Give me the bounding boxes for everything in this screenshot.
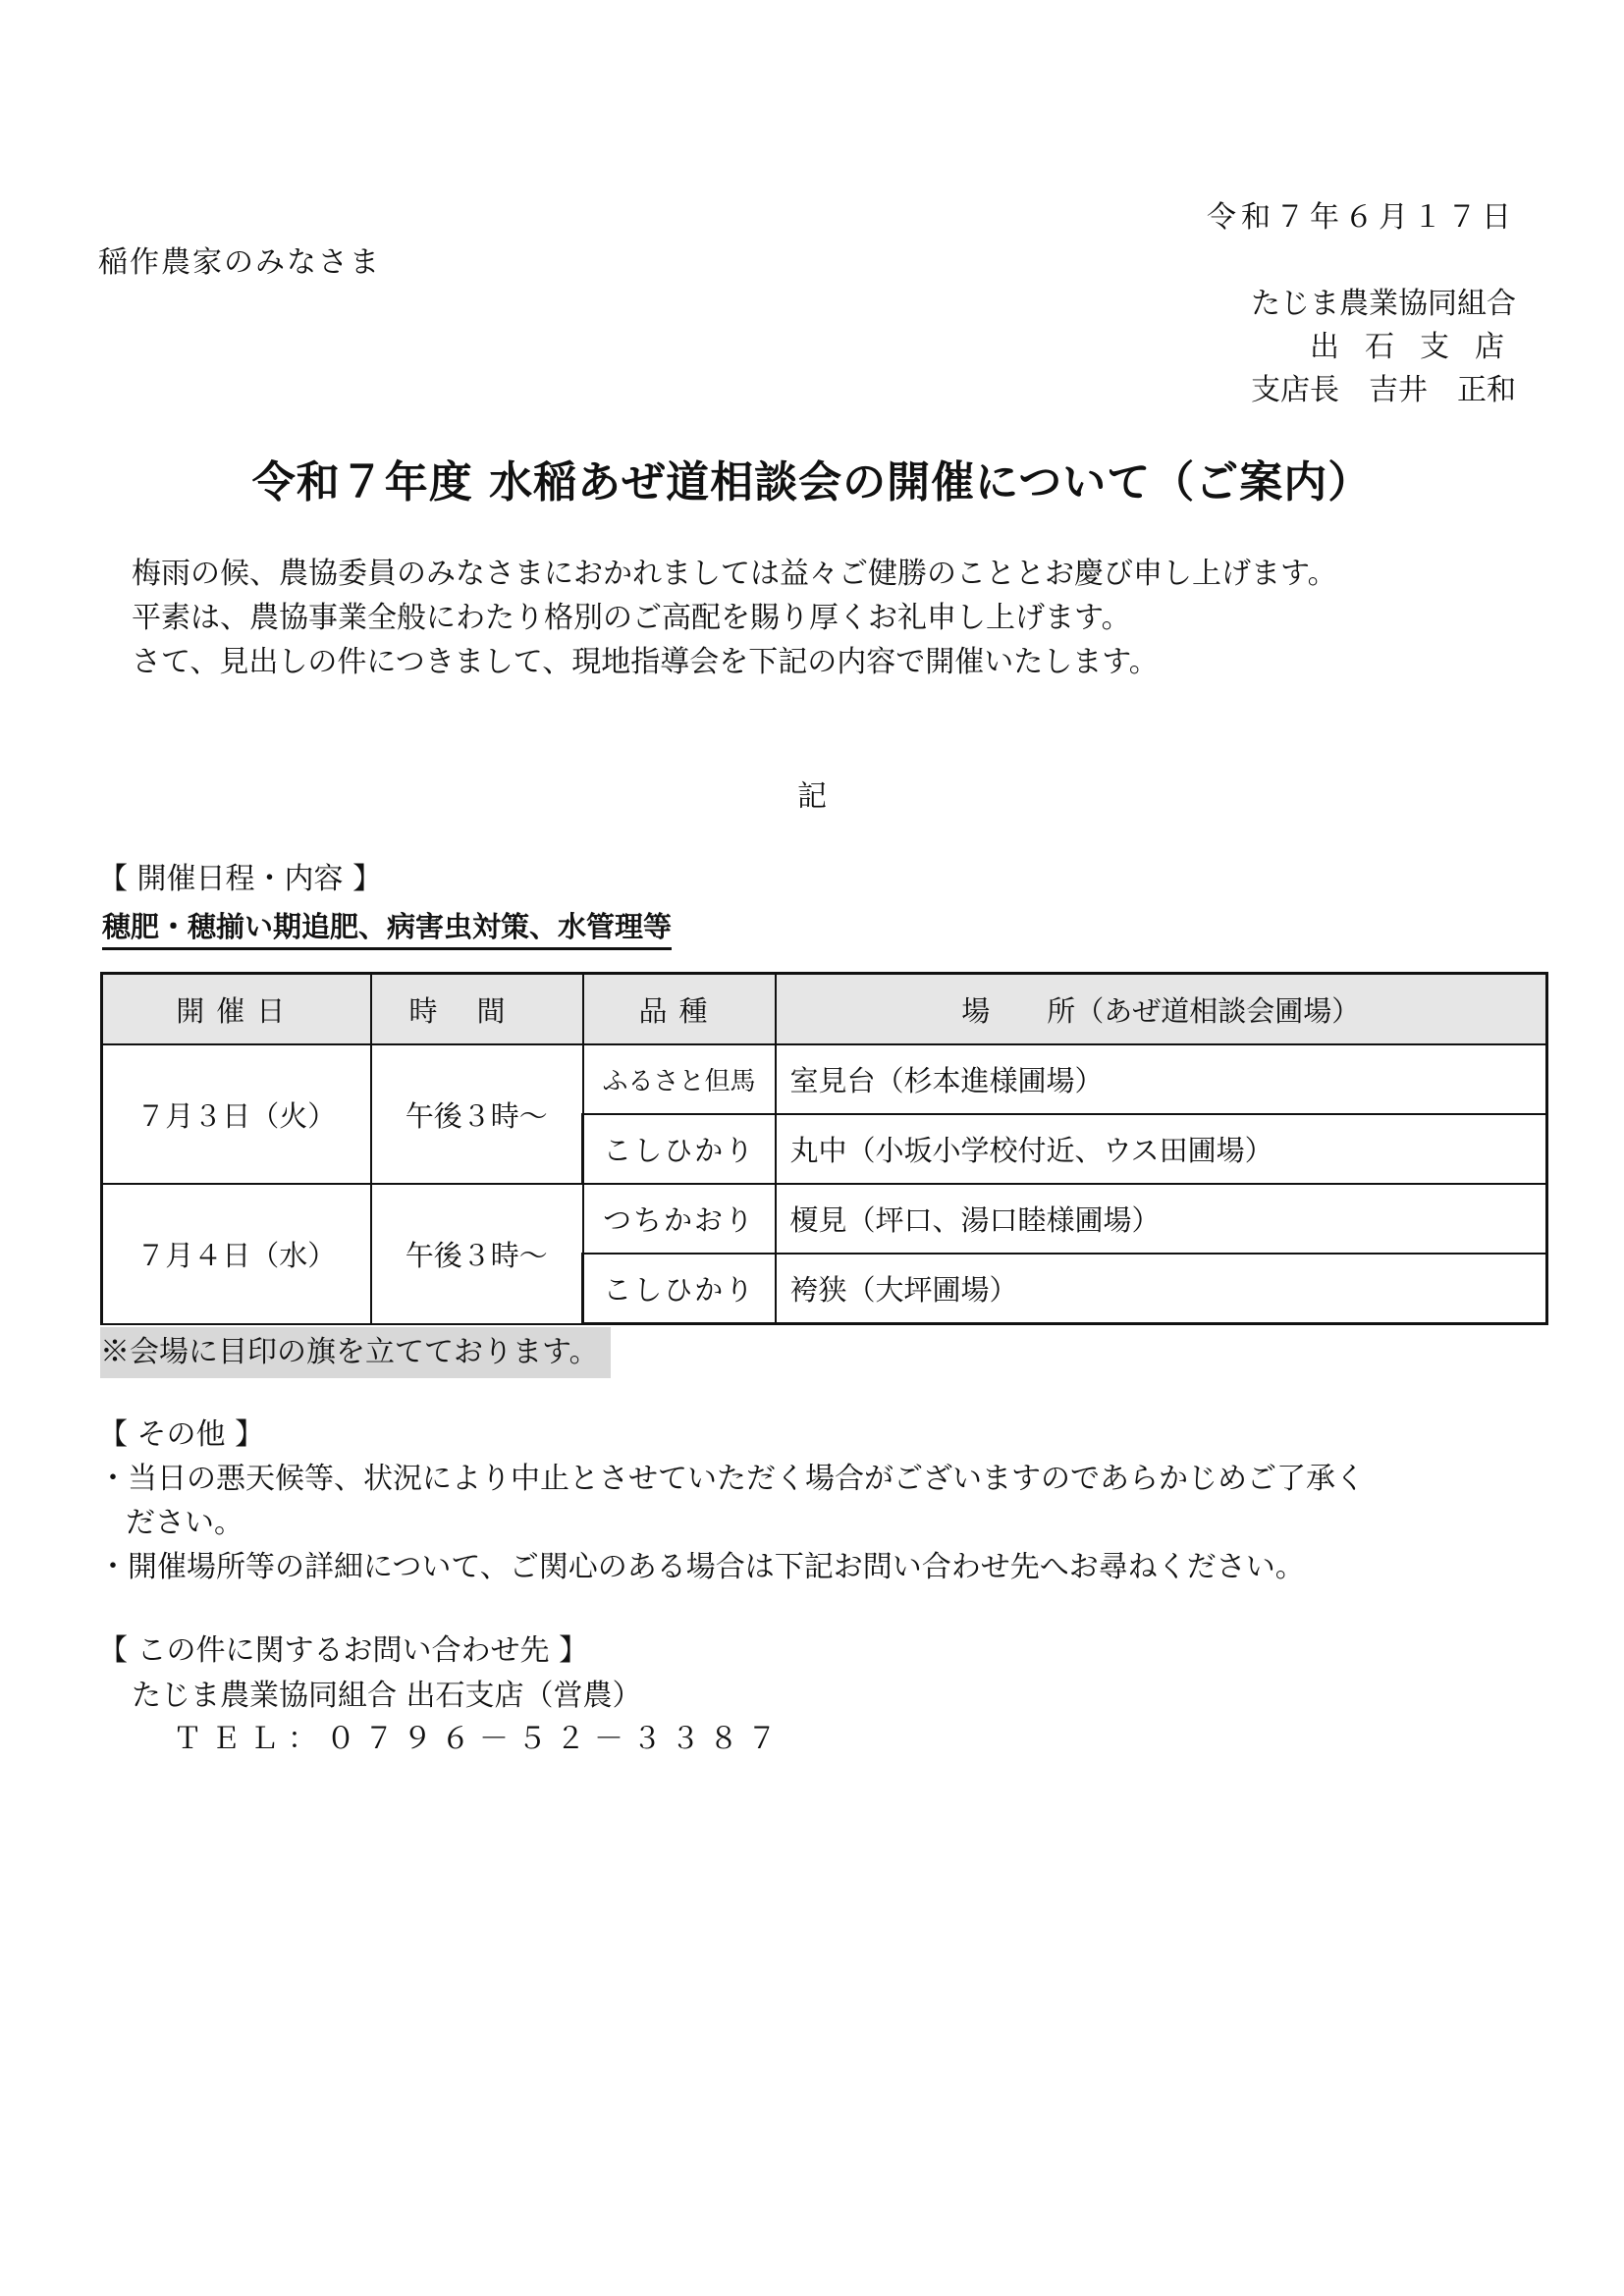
- other-heading: 【 その他 】: [98, 1417, 265, 1452]
- schedule-subheading: 穂肥・穂揃い期追肥、病害虫対策、水管理等: [102, 907, 672, 950]
- sender-manager: 支店長 吉井 正和: [1251, 373, 1516, 407]
- greeting-line: さて、見出しの件につきまして、現地指導会を下記の内容で開催いたします。: [132, 645, 1159, 679]
- greeting-paragraph: [132, 552, 1337, 684]
- flag-note: ※会場に目印の旗を立てております。: [100, 1327, 611, 1378]
- document-date: 令和７年６月１７日: [1207, 200, 1516, 235]
- variety-cell: つちかおり: [583, 1184, 776, 1254]
- column-header-place: 場 所（あぜ道相談会圃場）: [776, 974, 1547, 1045]
- contact-organization: たじま農業協同組合 出石支店（営農）: [132, 1679, 642, 1713]
- table-row: [102, 1184, 1547, 1254]
- variety-cell: こしひかり: [583, 1114, 776, 1184]
- sender-block: [1251, 283, 1530, 412]
- time-cell: 午後３時～: [371, 1184, 583, 1324]
- schedule-heading: 【 開催日程・内容 】: [98, 862, 383, 896]
- place-cell: 丸中（小坂小学校付近、ウス田圃場）: [776, 1114, 1547, 1184]
- place-cell: 室見台（杉本進様圃場）: [776, 1044, 1547, 1114]
- place-cell: 榎見（坪口、湯口睦様圃場）: [776, 1184, 1547, 1254]
- greeting-line: 梅雨の候、農協委員のみなさまにおかれましては益々ご健勝のこととお慶び申し上げます。: [132, 557, 1337, 591]
- addressee: 稲作農家のみなさま: [98, 245, 381, 280]
- date-cell: ７月３日（火）: [102, 1044, 371, 1184]
- note-line: ・開催場所等の詳細について、ご関心のある場合は下記お問い合わせ先へお尋ねください。: [98, 1550, 1305, 1584]
- document-title: 令和７年度 水稲あぜ道相談会の開催について（ご案内）: [251, 457, 1373, 507]
- column-header-date: 開催日: [102, 974, 371, 1045]
- table-row: [102, 1044, 1547, 1114]
- schedule-table: [100, 972, 1548, 1325]
- time-cell: 午後３時～: [371, 1044, 583, 1184]
- note-line: ・当日の悪天候等、状況により中止とさせていただく場合がございますのであらかじめご了承く: [98, 1462, 1365, 1496]
- sender-branch: 出石支店: [1310, 330, 1530, 364]
- note-line: ださい。: [126, 1506, 244, 1540]
- variety-cell: こしひかり: [583, 1254, 776, 1324]
- sender-organization: たじま農業協同組合: [1251, 287, 1516, 321]
- ki-marker: 記: [797, 779, 827, 814]
- other-notes: [98, 1457, 1365, 1589]
- contact-heading: 【 この件に関するお問い合わせ先 】: [98, 1633, 589, 1668]
- contact-phone: ＴＥＬ：０７９６－５２－３３８７: [173, 1722, 785, 1756]
- column-header-variety: 品種: [583, 974, 776, 1045]
- column-header-time: 時間: [371, 974, 583, 1045]
- greeting-line: 平素は、農協事業全般にわたり格別のご高配を賜り厚くお礼申し上げます。: [132, 601, 1131, 635]
- date-cell: ７月４日（水）: [102, 1184, 371, 1324]
- table-header-row: [102, 974, 1547, 1045]
- variety-cell: ふるさと但馬: [583, 1044, 776, 1114]
- place-cell: 袴狭（大坪圃場）: [776, 1254, 1547, 1324]
